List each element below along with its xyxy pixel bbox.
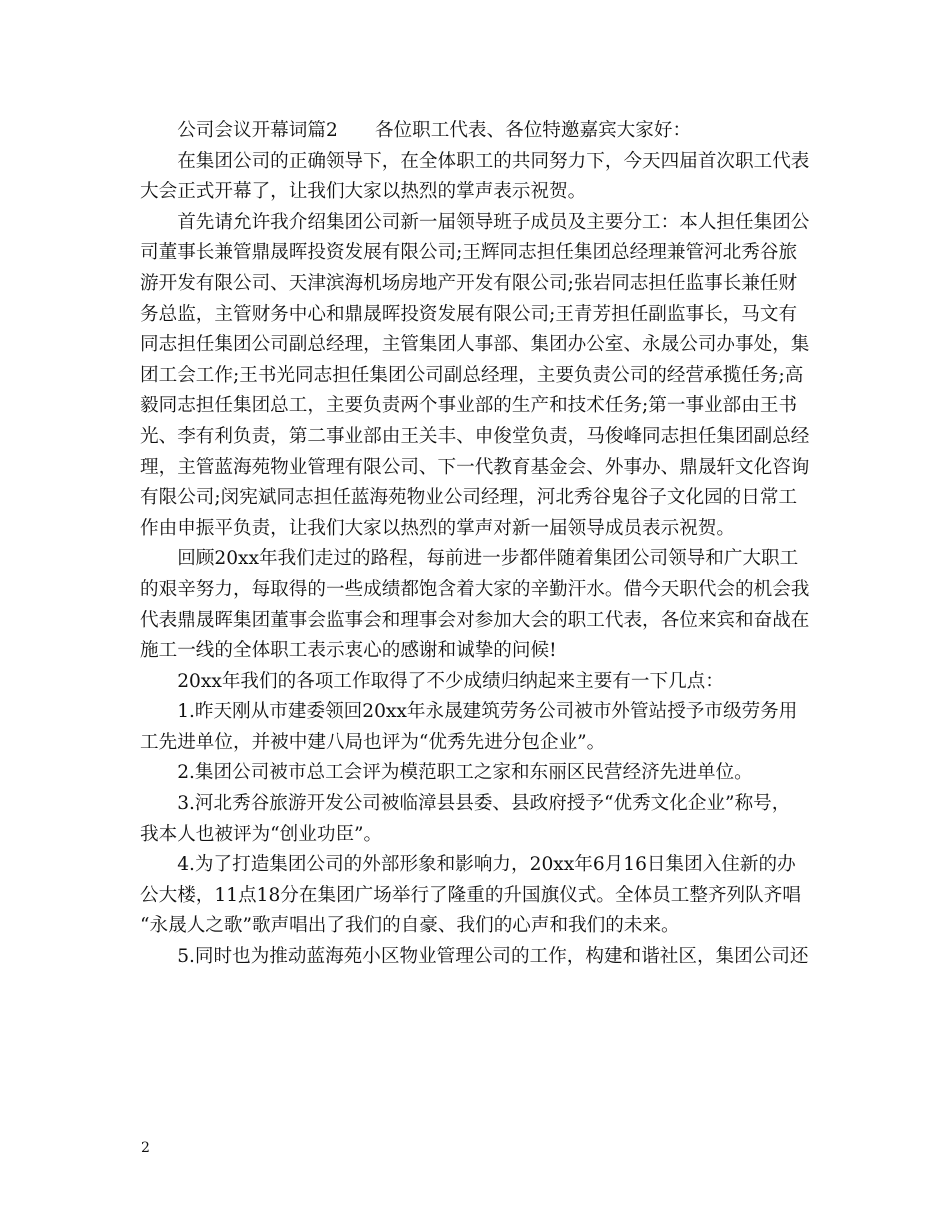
text-line: 1.昨天刚从市建委领回20xx年永晟建筑劳务公司被市外管站授予市级劳务用 — [140, 701, 798, 723]
text-line: 作由申振平负责，让我们大家以热烈的掌声对新一届领导成员表示祝贺。 — [140, 517, 736, 539]
text-line: 的艰辛努力，每取得的一些成绩都饱含着大家的辛勤汗水。借今天职代会的机会我 — [140, 578, 810, 600]
text-line: 回顾20xx年我们走过的路程，每前进一步都伴随着集团公司领导和广大职工 — [140, 548, 799, 570]
text-line: 我本人也被评为“创业功臣”。 — [140, 823, 383, 845]
text-line: 理，主管蓝海苑物业管理有限公司、下一代教育基金会、外事办、鼎晟轩文化咨询 — [140, 456, 810, 478]
text-line: 司董事长兼管鼎晟晖投资发展有限公司;王辉同志担任集团总经理兼管河北秀谷旅 — [140, 242, 798, 264]
text-line: 施工一线的全体职工表示衷心的感谢和诚挚的问候! — [140, 640, 557, 662]
text-line: 20xx年我们的各项工作取得了不少成绩归纳起来主要有一下几点： — [140, 670, 724, 692]
text-line: 在集团公司的正确领导下，在全体职工的共同努力下，今天四届首次职工代表 — [140, 150, 810, 172]
text-line: 首先请允许我介绍集团公司新一届领导班子成员及主要分工：本人担任集团公 — [140, 211, 810, 233]
text-line: 公大楼，11点18分在集团广场举行了隆重的升国旗仪式。全体员工整齐列队齐唱 — [140, 884, 801, 906]
text-line: 5.同时也为推动蓝海苑小区物业管理公司的工作，构建和谐社区，集团公司还 — [140, 946, 809, 968]
text-line: 大会正式开幕了，让我们大家以热烈的掌声表示祝贺。 — [140, 181, 587, 203]
text-line: “永晟人之歌”歌声唱出了我们的自豪、我们的心声和我们的未来。 — [140, 915, 680, 937]
document-body — [140, 116, 812, 973]
text-line: 有限公司;闵宪斌同志担任蓝海苑物业公司经理，河北秀谷鬼谷子文化园的日常工 — [140, 487, 798, 509]
text-line: 工先进单位，并被中建八局也评为“优秀先进分包企业”。 — [140, 731, 606, 753]
text-line: 2.集团公司被市总工会评为模范职工之家和东丽区民营经济先进单位。 — [140, 762, 753, 784]
text-line: 4.为了打造集团公司的外部形象和影响力，20xx年6月16日集团入住新的办 — [140, 854, 796, 876]
text-line: 同志担任集团公司副总经理，主管集团人事部、集团办公室、永晟公司办事处，集 — [140, 334, 810, 356]
text-line: 务总监，主管财务中心和鼎晟晖投资发展有限公司;王青芳担任副监事长，马文有 — [140, 303, 798, 325]
text-line: 团工会工作;王书光同志担任集团公司副总经理，主要负责公司的经营承揽任务;高 — [140, 364, 804, 386]
text-line: 游开发有限公司、天津滨海机场房地产开发有限公司;张岩同志担任监事长兼任财 — [140, 272, 798, 294]
text-line: 代表鼎晟晖集团董事会监事会和理事会对参加大会的职工代表，各位来宾和奋战在 — [140, 609, 810, 631]
text-line: 毅同志担任集团总工，主要负责两个事业部的生产和技术任务;第一事业部由王书 — [140, 395, 798, 417]
page-number: 2 — [141, 1140, 150, 1156]
text-line: 3.河北秀谷旅游开发公司被临漳县县委、县政府授予“优秀文化企业”称号， — [140, 793, 791, 815]
text-line: 公司会议开幕词篇2 各位职工代表、各位特邀嘉宾大家好： — [140, 120, 692, 141]
text-line: 光、李有利负责，第二事业部由王关丰、申俊堂负责，马俊峰同志担任集团副总经 — [140, 425, 810, 447]
